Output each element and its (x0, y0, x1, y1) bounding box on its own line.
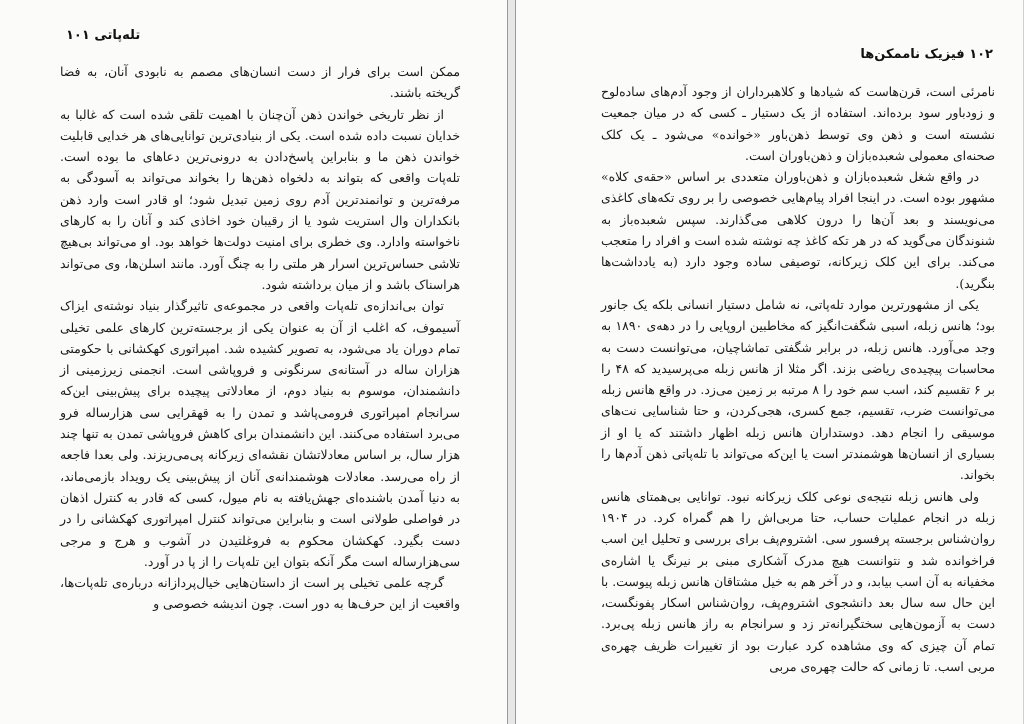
left-paragraph-4: گرچه علمی تخیلی پر است از داستان‌هایی خیال‌پردازانه درباره‌ی تله‌پات‌ها، واقعیت از این حرف‌ها به دور است. چون اندیشه خصوصی و (60, 575, 460, 612)
left-paragraph-3: توان بی‌اندازه‌ی تله‌پات واقعی در مجموعه‌ی تاثیرگذار بنیاد نوشته‌ی ایزاک آسیموف، که اغلب از آن به عنوان یکی از برجسته‌ترین کارهای علمی تخیلی تمام دوران یاد می‌شود، به تصویر کشیده شد. امپراتوری کهکشانی با حکومتی هزاران ساله در آستانه‌ی سرنگونی و فروپاشی است. انجمنی زیرزمینی از دانشمندان، موسوم به بنیاد دوم، از معادلاتی پیچیده برای پیش‌بینی این‌که سرانجام امپراتوری فرومی‌پاشد و تمدن را به قهقرایی سی هزارساله فرو می‌برد استفاده می‌کنند. این دانشمندان برای کاهش فروپاشی تمدن به تنها چند هزار سال، بر اساس معادلاتشان نقشه‌ای زیرکانه پی‌می‌ریزند. ولی بعدا فاجعه از راه می‌رسد. معادلات هوشمندانه‌ی آنان از پیش‌بینی یک رویداد بازمی‌ماند، به دنیا آمدن باشنده‌ای جهش‌یافته به نام میول، کسی که قادر به کنترل اذهان در فواصلی طولانی است و بنابراین می‌تواند کنترل امپراتوری کهکشانی را در دست بگیرد. کهکشان محکوم به فروغلتیدن در آشوب و هرج و مرجی سی‌هزارساله است مگر آنکه بتوان این تله‌پات را از پا در آورد. (60, 298, 460, 569)
right-paragraph-3: یکی از مشهورترین موارد تله‌پاتی، نه شامل دستیار انسانی بلکه یک جانور بود؛ هانس زبله، اسبی شگفت‌انگیز که مخاطبین اروپایی را در دهه‌ی ۱۸۹۰ به وجد می‌آورد. هانس زبله، در برابر شگفتی تماشاچیان، می‌توانست دست به محاسبات پیچیده‌ی ریاضی بزند. اگر مثلا از هانس زبله می‌پرسیدید که ۴۸ را بر ۶ تقسیم کند، اسب سم خود را ۸ مرتبه بر زمین می‌زد. در واقع هانس زبله می‌توانست ضرب، تقسیم، جمع کسری، هجی‌کردن، و حتا شناسایی نت‌های موسیقی را انجام دهد. دوستداران هانس زبله اظهار داشتند که یا او از بسیاری از انسان‌ها هوشمندتر است یا این‌که می‌تواند با تله‌پاتی ذهن آدم‌ها را بخواند. (601, 296, 996, 483)
left-page-body (60, 61, 460, 615)
left-paragraph-1: ممکن است برای فرار از دست انسان‌های مصمم به نابودی آنان، به فضا گریخته باشند. (60, 64, 460, 101)
right-paragraph-2: در واقع شغل شعبده‌بازان و ذهن‌باوران متعددی بر اساس «حقه‌ی کلاه» مشهور بوده است. در اینجا افراد پیام‌هایی خصوصی را بر روی تکه‌های کاغذی می‌نویسند و بعد آن‌ها را درون کلاهی می‌گذارند. سپس شعبده‌باز به شنوندگان می‌گوید که در هر تکه کاغذ چه نوشته شده است و افراد را متعجب می‌کند. برای این کلک زیرکانه، توصیفی ساده وجود دارد (به یادداشت‌ها بنگرید). (601, 169, 995, 291)
left-page-header: تله‌پاتی ۱۰۱ (66, 28, 141, 43)
right-page-body (601, 81, 995, 677)
book-gutter (508, 0, 515, 724)
right-page (515, 0, 1023, 724)
right-paragraph-4: ولی هانس زبله نتیجه‌ی نوعی کلک زیرکانه نبود. توانایی بی‌همتای هانس زبله در انجام عملیات حساب، حتا مربی‌اش را هم گمراه کرد. در ۱۹۰۴ روان‌شناس برجسته پرفسور سی. اشتروم‌پف برای بررسی و تحلیل این اسب فراخوانده شد و نتوانست هیچ مدرک آشکاری مبنی بر نیرنگ یا اشاره‌ی مخفیانه به آن اسب بیابد، و در آخر هم به خیل مشتاقان هانس زبله پیوست. با این حال سه سال بعد دانشجوی اشتروم‌پف، روان‌شناس اسکار پفونگست، دست به آزمون‌هایی سختگیرانه‌تر زد و سرانجام به راز هانس زبله پی‌برد. تمام آن چیزی که وی مشاهده کرد عبارت بود از تغییرات ظریف چهره‌ی مربی اسب. تا زمانی که حالت چهره‌ی مربی (601, 488, 995, 675)
left-page (0, 0, 508, 724)
right-page-header: ۱۰۲ فیزیک ناممکن‌ها (860, 47, 993, 62)
left-paragraph-2: از نظر تاریخی خواندن ذهن آن‌چنان با اهمیت تلقی شده است که غالبا به خدایان نسبت داده شده است. یکی از بنیادی‌ترین توانایی‌های هر خدایی قابلیت خواندن ذهن ما و بنابراین پاسخ‌دادن به درونی‌ترین دعاهای ما بوده است. تله‌پات واقعی که بتواند به دلخواه ذهن‌ها را بخواند می‌تواند به آسودگی به مرفه‌ترین و توانمندترین آدم روی زمین تبدیل شود؛ او قادر است وارد ذهن بانکداران وال استریت شود یا از رقیبان خود اخاذی کند و آنان را به کارهای ناخواسته وادارد. وی خطری برای امنیت دولت‌ها خواهد بود. او می‌تواند بی‌هیچ تلاشی حساس‌ترین اسرار هر ملتی را به چنگ آورد. مانند اسلن‌ها، وی می‌تواند هراسناک باشد و از میان برداشته شود. (60, 106, 460, 292)
right-paragraph-1: نامرئی است، قرن‌هاست که شیادها و کلاهبرداران از وجود آدم‌های ساده‌لوح و زودباور سود برده‌اند. استفاده از یک دستیار ـ کسی که در میان جمعیت نشسته است و ذهن وی توسط ذهن‌باور «خوانده» می‌شود ـ یک کلک صحنه‌ای معمولی شعبده‌بازان و ذهن‌باوران است. (601, 84, 995, 163)
